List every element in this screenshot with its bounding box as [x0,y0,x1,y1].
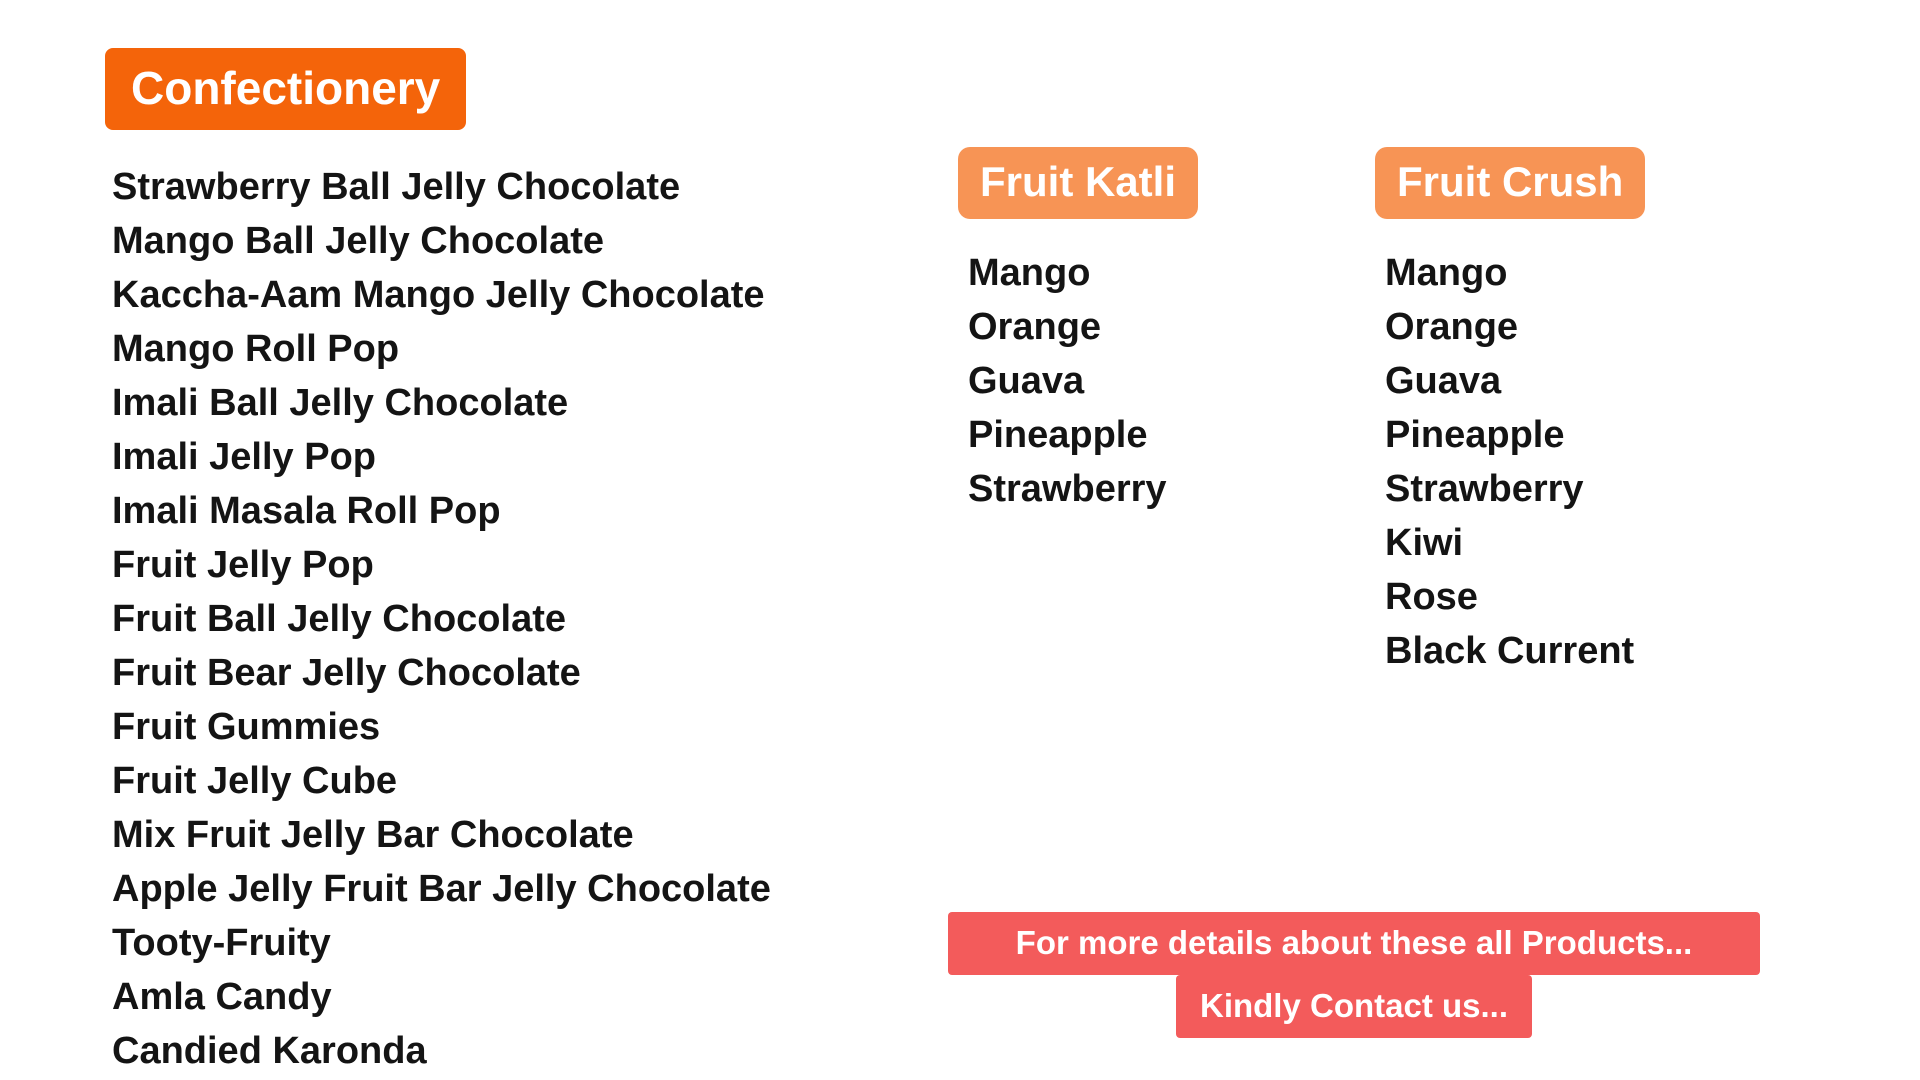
list-item: Rose [1385,576,1478,618]
list-item: Strawberry [1385,468,1584,510]
list-item: Guava [1385,360,1502,402]
list-item: Candied Karonda [112,1030,427,1072]
list-item: Orange [968,306,1102,348]
list-item: Kaccha-Aam Mango Jelly Chocolate [112,274,765,316]
confectionery-section [105,48,771,1078]
list-item: Fruit Gummies [112,706,381,748]
list-item: Mango [968,252,1091,294]
list-item: Fruit Jelly Cube [112,760,398,802]
list-item: Fruit Bear Jelly Chocolate [112,652,581,694]
list-item: Fruit Jelly Pop [112,544,374,586]
fruit-crush-section [1375,147,1645,678]
list-item: Mango Roll Pop [112,328,400,370]
list-item: Mango Ball Jelly Chocolate [112,220,604,262]
list-item: Imali Ball Jelly Chocolate [112,382,569,424]
list-item: Tooty-Fruity [112,922,331,964]
list-item: Imali Masala Roll Pop [112,490,501,532]
list-item: Guava [968,360,1085,402]
list-item: Mix Fruit Jelly Bar Chocolate [112,814,634,856]
contact-banner [948,912,1760,1038]
fruit-crush-badge: Fruit Crush [1375,147,1645,219]
list-item: Apple Jelly Fruit Bar Jelly Chocolate [112,868,771,910]
list-item: Pineapple [1385,414,1565,456]
confectionery-badge: Confectionery [105,48,466,130]
list-item: Black Current [1385,630,1635,672]
list-item: Pineapple [968,414,1148,456]
list-item: Imali Jelly Pop [112,436,376,478]
list-item: Mango [1385,252,1508,294]
fruit-katli-section [958,147,1198,516]
fruit-katli-item-list [968,246,1198,516]
list-item: Orange [1385,306,1519,348]
fruit-crush-item-list [1385,246,1645,678]
list-item: Strawberry [968,468,1167,510]
fruit-katli-badge: Fruit Katli [958,147,1198,219]
confectionery-item-list [112,160,771,1078]
list-item: Fruit Ball Jelly Chocolate [112,598,566,640]
contact-banner-line2: Kindly Contact us... [1176,975,1532,1038]
list-item: Strawberry Ball Jelly Chocolate [112,166,681,208]
contact-banner-line1: For more details about these all Products... [948,912,1760,975]
list-item: Amla Candy [112,976,332,1018]
list-item: Kiwi [1385,522,1464,564]
